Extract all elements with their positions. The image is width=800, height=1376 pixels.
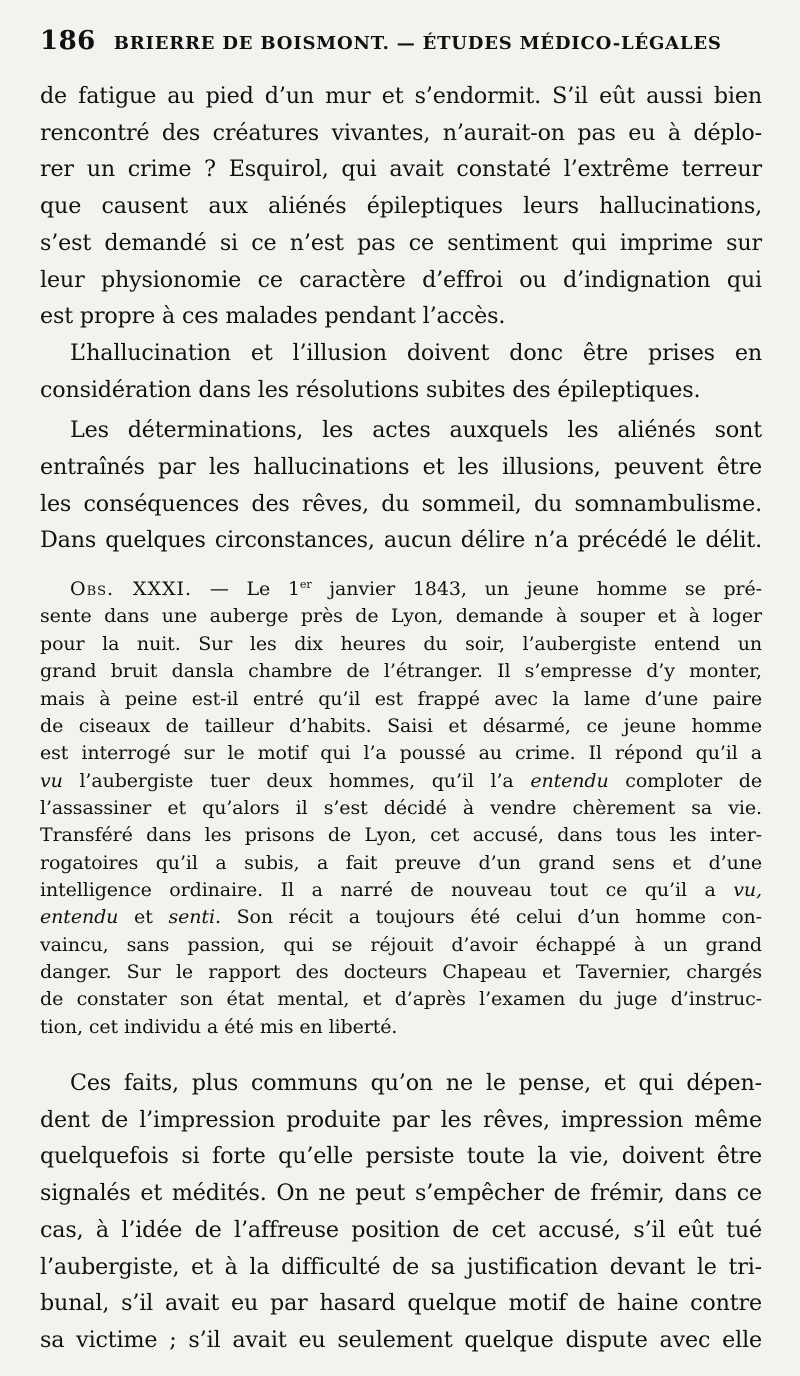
text-line: bunal, s’il avait eu par hasard quelque motif de haine contre [40,1290,762,1317]
italic-word: entendu [40,906,119,929]
observation-superscript: er [299,578,312,592]
italic-word: entendu [530,769,609,792]
text-line: que causent aux aliénés épileptiques leurs hallucinations, [40,193,762,220]
observation-line: de constater son état mental, et d’après l’examen du juge d’instruc- [40,988,762,1011]
italic-word: vu, [733,878,762,901]
text-line: Les déterminations, les actes auxquels les aliénés sont [70,417,762,444]
text-line: est propre à ces malades pendant l’accès. [40,303,506,330]
observation-text: intelligence ordinaire. Il a narré de nouveau tout ce qu’il a [40,878,734,901]
text-line: considération dans les résolutions subites des épileptiques. [40,376,701,403]
text-line: s’est demandé si ce n’est pas ce sentiment qui imprime sur [40,229,762,256]
text-line: Ces faits, plus communs qu’on ne le pense, et qui dépen- [70,1069,762,1096]
observation-text: . Son récit a toujours été celui d’un homme con- [214,906,762,929]
page-number: 186 [40,26,96,56]
observation-line [40,768,762,795]
observation-line [40,877,762,904]
observation-paragraph [40,571,762,1041]
observation-text: janvier 1843, un jeune homme se pré- [311,578,762,601]
observation-line: danger. Sur le rapport des docteurs Chapeau et Tavernier, chargés [40,960,762,983]
hallucination-paragraph [40,335,762,408]
observation-line: tion, cet individu a été mis en liberté. [40,1015,398,1038]
text-line: quelquefois si forte qu’elle persiste toute la vie, doivent être [40,1143,762,1170]
observation-day: 1 [287,578,300,601]
text-line: rencontré des créatures vivantes, n’aurait-on pas eu à déplo- [40,119,762,146]
text-line: de fatigue au pied d’un mur et s’endormit. S’il eût aussi bien [40,83,762,109]
observation-line: l’assassiner et qu’alors il s’est décidé à vendre chèrement sa vie. [40,796,762,819]
text-line: l’aubergiste, et à la difficulté de sa justification devant le tri- [40,1253,762,1280]
text-line: entraînés par les hallucinations et les illusions, peuvent être [40,454,762,481]
observation-line: Transféré dans les prisons de Lyon, cet accusé, dans tous les inter- [40,824,762,847]
text-line: dent de l’impression produite par les rêves, impression même [40,1106,762,1133]
observation-label: Obs. XXXI. [70,578,193,601]
running-title: BRIERRE DE BOISMONT. — ÉTUDES MÉDICO-LÉGALES [113,33,722,54]
closing-paragraph [40,1065,762,1359]
italic-word: senti [168,906,215,929]
text-line: rer un crime ? Esquirol, qui avait constaté l’extrême terreur [40,156,762,183]
opening-paragraph [40,78,762,335]
text-line: L’hallucination et l’illusion doivent donc être prises en [70,339,762,366]
observation-text: comploter de [608,769,762,792]
determinations-paragraph [40,412,762,559]
running-head [40,26,762,70]
observation-line [40,904,762,931]
observation-line: de ciseaux de tailleur d’habits. Saisi et désarmé, ce jeune homme [40,714,762,737]
observation-text: et [118,906,169,929]
text-line: cas, à l’idée de l’affreuse position de cet accusé, s’il eût tué [40,1216,762,1243]
observation-heading-line [40,571,762,603]
italic-word: vu [40,769,63,792]
observation-line: sente dans une auberge près de Lyon, demande à souper et à loger [40,605,762,628]
observation-line: grand bruit dansla chambre de l’étranger. Il s’empresse d’y monter, [40,660,762,683]
observation-line: pour la nuit. Sur les dix heures du soir, l’aubergiste entend un [40,632,762,655]
text-line: sa victime ; s’il avait eu seulement quelque dispute avec elle [40,1326,762,1353]
observation-text: l’aubergiste tuer deux hommes, qu’il l’a [62,769,531,792]
observation-line: vaincu, sans passion, qui se réjouit d’avoir échappé à un grand [40,933,762,956]
text-line: leur physionomie ce caractère d’effroi ou d’indignation qui [40,266,762,293]
observation-line: est interrogé sur le motif qui l’a poussé au crime. Il répond qu’il a [40,742,762,765]
text-line: les conséquences des rêves, du sommeil, du somnambulisme. [40,490,762,517]
text-line: Dans quelques circonstances, aucun délire n’a précédé le délit. [40,527,762,554]
observation-line: mais à peine est-il entré qu’il est frappé avec la lame d’une paire [40,687,762,710]
observation-text: — Le [209,578,288,601]
observation-line: rogatoires qu’il a subis, a fait preuve d’un grand sens et d’une [40,851,762,874]
text-line: signalés et médités. On ne peut s’empêcher de frémir, dans ce [40,1180,762,1207]
